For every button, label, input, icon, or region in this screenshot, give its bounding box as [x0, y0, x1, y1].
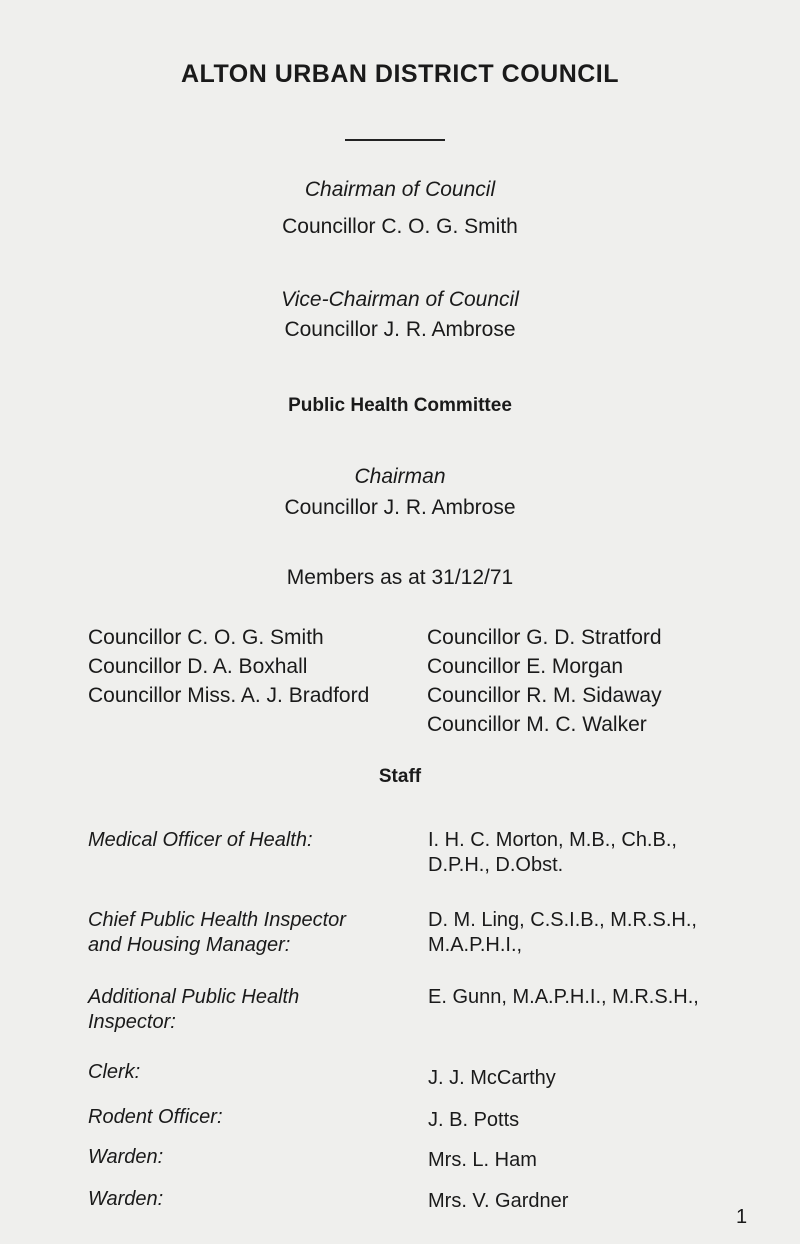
staff-role: Clerk: [88, 1061, 141, 1083]
staff-heading: Staff [378, 766, 422, 787]
page-title: ALTON URBAN DISTRICT COUNCIL [180, 60, 620, 88]
chairman-name: Councillor C. O. G. Smith [282, 215, 518, 238]
member-name: Councillor E. Morgan [427, 655, 624, 678]
staff-name: J. B. Potts [428, 1109, 520, 1131]
committee-chairman-heading: Chairman [354, 465, 446, 488]
member-name: Councillor Miss. A. J. Bradford [88, 684, 370, 707]
member-name: Councillor D. A. Boxhall [88, 655, 308, 678]
staff-role: Rodent Officer: [88, 1106, 223, 1128]
members-right-column [427, 623, 662, 739]
staff-name: D. M. Ling, C.S.I.B., M.R.S.H., M.A.P.H.I., [428, 909, 697, 956]
title-divider [345, 139, 445, 141]
member-name: Councillor R. M. Sidaway [427, 684, 662, 707]
staff-role: Warden: [88, 1188, 164, 1210]
page-number: 1 [736, 1206, 748, 1228]
member-name: Councillor G. D. Stratford [427, 626, 662, 649]
member-name: Councillor C. O. G. Smith [88, 626, 324, 649]
member-name: Councillor M. C. Walker [427, 713, 647, 736]
chairman-heading: Chairman of Council [304, 178, 496, 201]
staff-role: Chief Public Health Inspector and Housing Manager: [88, 909, 346, 956]
staff-name: I. H. C. Morton, M.B., Ch.B., D.P.H., D.Obst. [428, 829, 677, 876]
committee-chairman-name: Councillor J. R. Ambrose [284, 496, 516, 519]
staff-role: Warden: [88, 1146, 164, 1168]
vice-chairman-name: Councillor J. R. Ambrose [284, 318, 516, 341]
staff-role: Medical Officer of Health: [88, 829, 313, 851]
staff-name: J. J. McCarthy [428, 1067, 556, 1089]
staff-name: E. Gunn, M.A.P.H.I., M.R.S.H., [428, 986, 699, 1008]
members-left-column [88, 623, 369, 710]
vice-chairman-heading: Vice-Chairman of Council [281, 288, 519, 311]
staff-name: Mrs. V. Gardner [428, 1190, 569, 1212]
members-heading: Members as at 31/12/71 [286, 566, 514, 589]
staff-role: Additional Public Health Inspector: [88, 986, 300, 1033]
committee-heading: Public Health Committee [288, 395, 512, 416]
staff-name: Mrs. L. Ham [428, 1149, 537, 1171]
